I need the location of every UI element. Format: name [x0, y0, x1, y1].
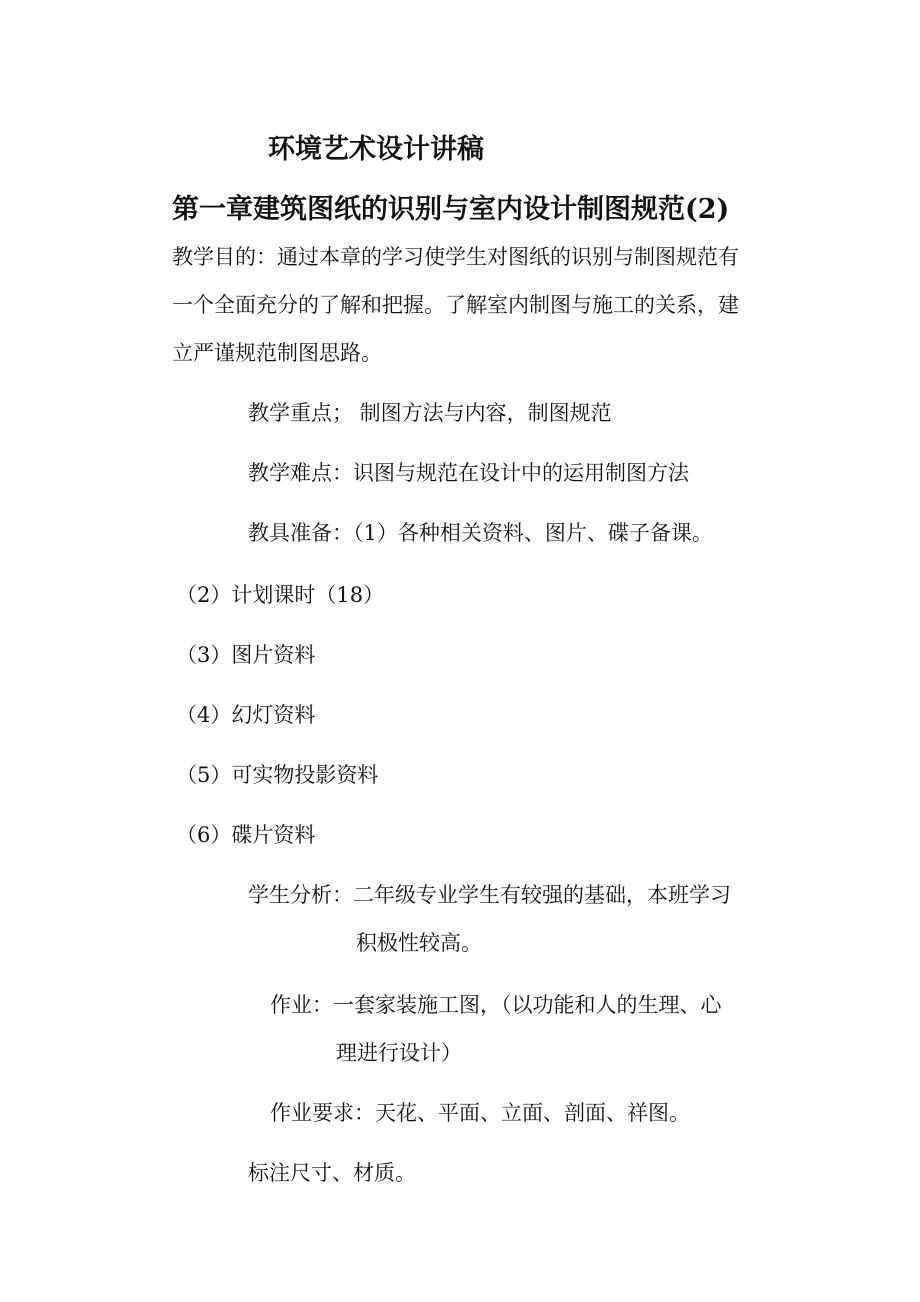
student-analysis-line-1: 学生分析：二年级专业学生有较强的基础，本班学习: [248, 883, 731, 907]
objective-line-3: 立严谨规范制图思路。: [172, 341, 382, 365]
key-points-line: 教学重点； 制图方法与内容，制图规范: [248, 401, 612, 425]
objective-line-2: 一个全面充分的了解和把握。了解室内制图与施工的关系，建: [172, 293, 739, 317]
annotation-line: 标注尺寸、材质。: [248, 1161, 416, 1185]
homework-line-2: 理进行设计）: [336, 1041, 462, 1065]
homework-requirements-line: 作业要求：天花、平面、立面、剖面、祥图。: [270, 1101, 690, 1125]
list-item-4: （4）幻灯资料: [176, 703, 316, 727]
objective-line-1: 教学目的：通过本章的学习使学生对图纸的识别与制图规范有: [172, 245, 739, 269]
homework-line-1: 作业：一套家装施工图，（以功能和人的生理、心: [270, 993, 722, 1017]
list-item-5: （5）可实物投影资料: [176, 763, 379, 787]
difficulties-line: 教学难点：识图与规范在设计中的运用制图方法: [248, 461, 689, 485]
chapter-heading: 第一章建筑图纸的识别与室内设计制图规范(2): [172, 194, 730, 225]
list-item-2: （2）计划课时（18）: [176, 583, 385, 607]
list-item-6: （6）碟片资料: [176, 823, 316, 847]
student-analysis-line-2: 积极性较高。: [356, 931, 482, 955]
list-item-3: （3）图片资料: [176, 643, 316, 667]
tools-line: 教具准备：（1）各种相关资料、图片、碟子备课。: [248, 521, 713, 545]
document-title: 环境艺术设计讲稿: [268, 134, 484, 165]
